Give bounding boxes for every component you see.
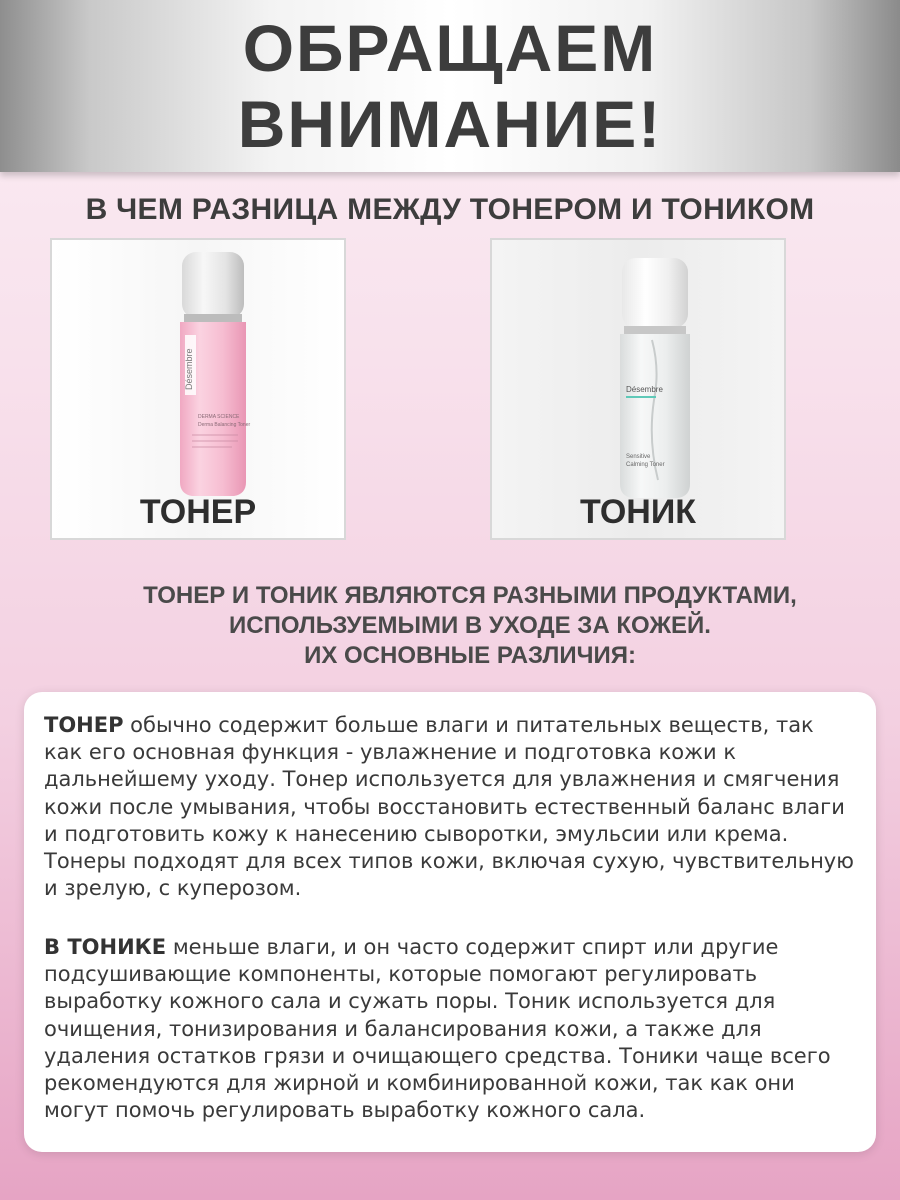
- tonic-term: В ТОНИКЕ: [44, 935, 167, 959]
- toner-brand: Désembre: [184, 348, 194, 390]
- headline-line-2: ВНИМАНИЕ!: [237, 87, 663, 161]
- intro-line-3: ИХ ОСНОВНЫЕ РАЗЛИЧИЯ:: [304, 642, 636, 669]
- toner-description: [44, 712, 856, 902]
- headline-line-1: ОБРАЩАЕМ: [242, 11, 658, 85]
- differences-card: [24, 692, 876, 1152]
- tonic-photo: [490, 238, 786, 540]
- tonic-line-2: Calming Toner: [626, 462, 665, 468]
- toner-description-text: обычно содержит больше влаги и питательных веществ, так как его основная функция - увлажнение и подготовка кожи к дальнейшему уходу. Тонер используется для увлажнения и смягчения кожи после умывания, чтобы восстановить естественный баланс влаги и подготовить кожу к нанесению сыворотки, эмульсии или крема. Тонеры подходят для всех типов кожи, включая сухую, чувствительную и зрелую, с куперозом.: [44, 713, 854, 901]
- intro-line-1: ТОНЕР И ТОНИК ЯВЛЯЮТСЯ РАЗНЫМИ ПРОДУКТАМИ,: [143, 582, 797, 609]
- intro-line-2: ИСПОЛЬЗУЕМЫМИ В УХОДЕ ЗА КОЖЕЙ.: [229, 612, 711, 639]
- toner-photo: [50, 238, 346, 540]
- tonic-line-1: Sensitive: [626, 454, 651, 460]
- tonic-description-text: меньше влаги, и он часто содержит спирт или другие подсушивающие компоненты, которые помогают регулировать выработку кожного сала и сужать поры. Тоник используется для очищения, тонизирования и балансирования кожи, а также для удаления остатков грязи и очищающего средства. Тоники чаще всего рекомендуются для жирной и комбинированной кожи, так как они могут помочь регулировать выработку кожного сала.: [44, 935, 831, 1123]
- toner-line-2: Derma Balancing Toner: [198, 422, 251, 428]
- tonic-description: [44, 934, 856, 1124]
- toner-label: ТОНЕР: [139, 493, 257, 531]
- header-banner: [0, 0, 900, 172]
- toner-line-1: DERMA SCIENCE: [198, 414, 240, 420]
- toner-term: ТОНЕР: [44, 713, 124, 737]
- tonic-brand: Désembre: [626, 385, 663, 394]
- tonic-label: ТОНИК: [579, 493, 697, 531]
- comparison-subtitle: В ЧЕМ РАЗНИЦА МЕЖДУ ТОНЕРОМ И ТОНИКОМ: [85, 193, 815, 226]
